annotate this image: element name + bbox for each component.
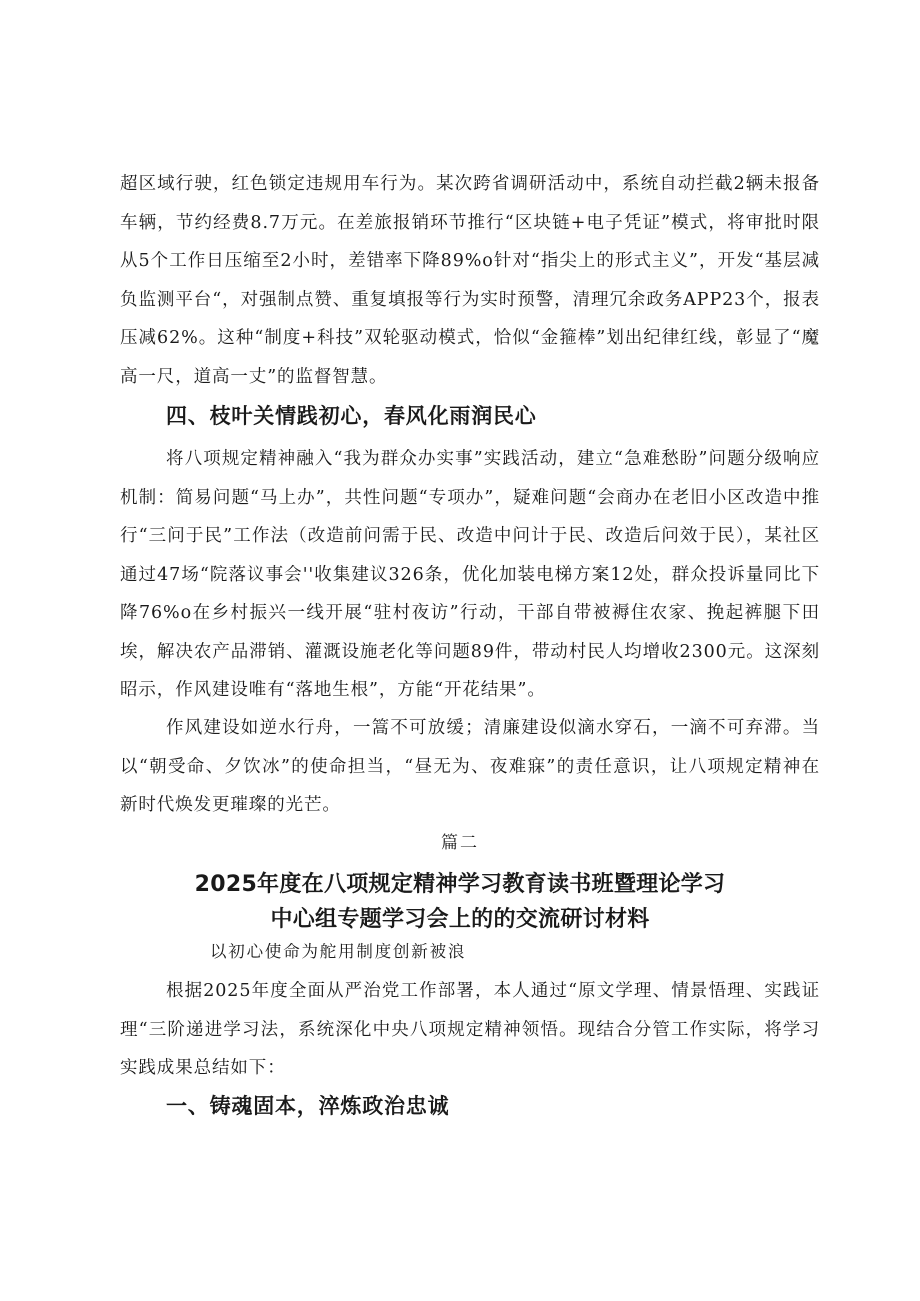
body-paragraph-conclusion: 作风建设如逆水行舟，一篙不可放缓；清廉建设似滴水穿石，一滴不可弃滞。当以“朝受命、夕饮冰”的使命担当，“昼无为、夜难寐”的责任意识，让八项规定精神在新时代焕发更璀璨的光芒。 (120, 718, 820, 815)
body-paragraph-introduction: 根据2025年度全面从严治党工作部署，本人通过“原文学理、情景悟理、实践证理“三阶递进学习法，系统深化中央八项规定精神领悟。现结合分管工作实际，将学习实践成果总结如下： (120, 981, 820, 1078)
document-title-line-2: 中心组专题学习会上的的交流研讨材料 (270, 907, 650, 932)
document-subtitle: 以初心使命为舵用制度创新被浪 (210, 942, 467, 961)
body-paragraph-tech-supervision: 超区域行驶，红色锁定违规用车行为。某次跨省调研活动中，系统自动拦截2辆未报备车辆，节约经费8.7万元。在差旅报销环节推行“区块链+电子凭证”模式，将审批时限从5个工作日压缩至2小时，差错率下降89%o针对“指尖上的形式主义”，开发“基层减负监测平台“，对强制点赞、重复填报等行为实时预警，清理冗余政务APP23个，报表压减62%。这种“制度+科技”双轮驱动模式，恰似“金箍棒”划出纪律红线，彰显了“魔高一尺，道高一丈”的监督智慧。 (120, 174, 820, 387)
document-title-line-1: 2025年度在八项规定精神学习教育读书班暨理论学习 (194, 872, 726, 897)
body-paragraph-serve-people: 将八项规定精神融入“我为群众办实事”实践活动，建立“急难愁盼”问题分级响应机制：简易问题“马上办”，共性问题“专项办”，疑难问题“会商办在老旧小区改造中推行“三问于民”工作法（改造前问需于民、改造中问计于民、改造后问效于民），某社区通过47场“院落议事会''收集建议326条，优化加装电梯方案12处，群众投诉量同比下降76%o在乡村振兴一线开展“驻村夜访”行动，干部自带被褥住农家、挽起裤腿下田埃，解决农产品滞销、灌溉设施老化等问题89件，带动村民人均增收2300元。这深刻昭示，作风建设唯有“落地生根”，方能“开花结果”。 (120, 449, 820, 700)
section-heading-four: 四、枝叶关情践初心，春风化雨润民心 (166, 404, 537, 428)
section-heading-one: 一、铸魂固本，淬炼政治忠诚 (166, 1094, 450, 1118)
part-label: 篇二 (441, 833, 479, 853)
